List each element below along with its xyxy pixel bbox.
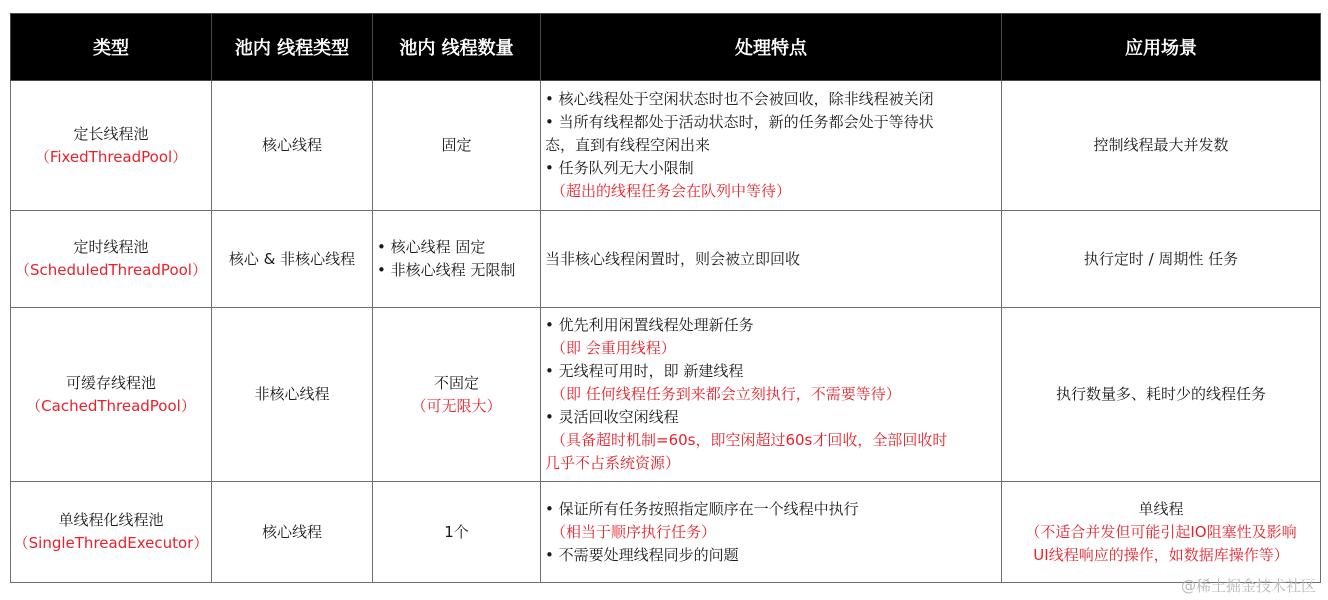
feature-item: • 优先利用闲置线程处理新任务 (545, 316, 754, 334)
header-thread-type: 池内 线程类型 (212, 14, 373, 81)
feature-note: （具备超时机制=60s，即空闲超过60s才回收，全部回收时 (551, 431, 948, 449)
count-cell: 1个 (373, 482, 541, 583)
count-cell: 固定 (373, 81, 541, 211)
count-cell (373, 308, 541, 482)
feature-note: （即 任何线程任务到来都会立刻执行，不需要等待） (551, 385, 901, 403)
scenario-value: 单线程 (1138, 499, 1184, 518)
type-cell (11, 81, 212, 211)
table-row (11, 482, 1321, 583)
feature-item: • 无线程可用时，即 新建线程 (545, 362, 744, 380)
pool-name-en: （SingleThreadExecutor） (13, 534, 209, 552)
thread-type-cell: 核心线程 (212, 482, 373, 583)
pool-name: 单线程化线程池 (58, 511, 164, 529)
scenario-note: UI线程响应的操作，如数据库操作等） (1033, 545, 1289, 564)
pool-name: 可缓存线程池 (65, 373, 156, 392)
feature-item: • 不需要处理线程同步的问题 (545, 545, 739, 564)
scenario-note: （不适合并发但可能引起IO阻塞性及影响 (1025, 522, 1297, 541)
count-note: （可无限大） (411, 396, 502, 415)
header-scenario: 应用场景 (1002, 14, 1321, 81)
scenario-cell: 执行定时 / 周期性 任务 (1002, 211, 1321, 308)
feature-note: （相当于顺序执行任务） (551, 522, 717, 541)
pool-name: 定时线程池 (73, 238, 149, 256)
feature-item: • 保证所有任务按照指定顺序在一个线程中执行 (545, 499, 859, 518)
features-cell (541, 482, 1002, 583)
scenario-cell (1002, 482, 1321, 583)
features-cell (541, 308, 1002, 482)
type-cell (11, 482, 212, 583)
feature-note: （即 会重用线程） (551, 339, 676, 357)
count-value: 不固定 (433, 373, 479, 392)
thread-type-cell: 核心 & 非核心线程 (212, 211, 373, 308)
header-features: 处理特点 (541, 14, 1002, 81)
type-cell (11, 308, 212, 482)
table-row (11, 211, 1321, 308)
type-cell (11, 211, 212, 308)
feature-item: • 当所有线程都处于活动状态时，新的任务都会处于等待状 (545, 113, 934, 131)
pool-name-en: （CachedThreadPool） (26, 396, 196, 415)
thread-type-cell: 非核心线程 (212, 308, 373, 482)
thread-type-cell: 核心线程 (212, 81, 373, 211)
features-cell (541, 81, 1002, 211)
feature-item: 当非核心线程闲置时，则会被立即回收 (545, 249, 801, 268)
count-cell (373, 211, 541, 308)
feature-note: 几乎不占系统资源） (545, 454, 681, 472)
header-thread-count: 池内 线程数量 (373, 14, 541, 81)
count-item: • 核心线程 固定 (377, 238, 486, 256)
header-row (11, 14, 1321, 81)
thread-pool-table (10, 13, 1321, 583)
feature-item: • 灵活回收空闲线程 (545, 408, 679, 426)
feature-item: • 核心线程处于空闲状态时也不会被回收，除非线程被关闭 (545, 90, 934, 108)
scenario-cell: 控制线程最大并发数 (1002, 81, 1321, 211)
header-type: 类型 (11, 14, 212, 81)
watermark: @稀土掘金技术社区 (1180, 577, 1316, 595)
feature-item: 态，直到有线程空闲出来 (545, 136, 711, 154)
table-row (11, 308, 1321, 482)
feature-item: • 任务队列无大小限制 (545, 159, 694, 177)
pool-name-en: （FixedThreadPool） (34, 147, 188, 166)
feature-note: （超出的线程任务会在队列中等待） (551, 182, 792, 200)
count-item: • 非核心线程 无限制 (377, 261, 516, 279)
pool-name-en: （ScheduledThreadPool） (15, 261, 207, 279)
scenario-cell: 执行数量多、耗时少的线程任务 (1002, 308, 1321, 482)
pool-name: 定长线程池 (73, 124, 149, 143)
table-row (11, 81, 1321, 211)
features-cell (541, 211, 1002, 308)
